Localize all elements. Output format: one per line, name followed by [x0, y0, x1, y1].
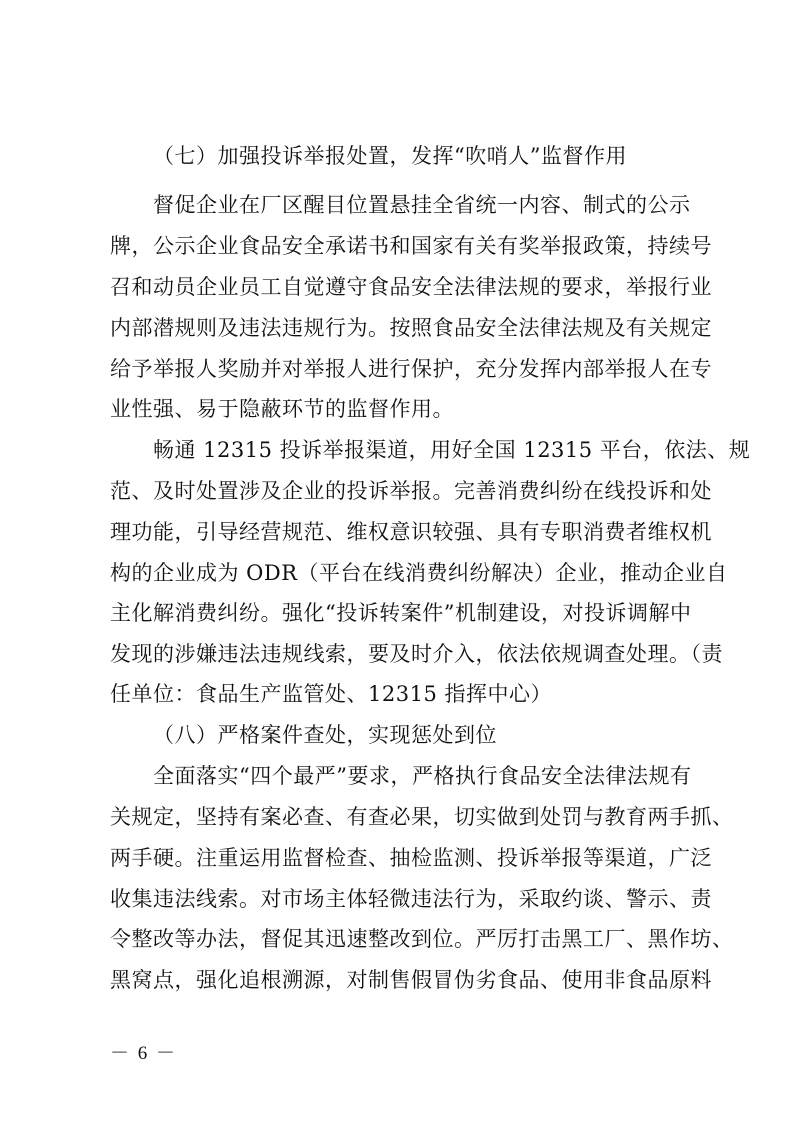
paragraph-line: 收集违法线索。对市场主体轻微违法行为，采取约谈、警示、责 [110, 887, 712, 911]
paragraph-line: 关规定，坚持有案必查、有查必果，切实做到处罚与教育两手抓、 [110, 805, 734, 829]
paragraph-line: 督促企业在厂区醒目位置悬挂全省统一内容、制式的公示 [153, 193, 691, 217]
paragraph-line: 召和动员企业员工自觉遵守食品安全法律法规的要求，举报行业 [110, 275, 712, 299]
paragraph-line: 业性强、易于隐蔽环节的监督作用。 [110, 397, 454, 421]
paragraph-line: 畅通 12315 投诉举报渠道，用好全国 12315 平台，依法、规 [153, 438, 751, 462]
paragraph-line: 令整改等办法，督促其迅速整改到位。严厉打击黑工厂、黑作坊、 [110, 927, 734, 951]
paragraph-line: 理功能，引导经营规范、维权意识较强、具有专职消费者维权机 [110, 520, 712, 544]
paragraph-line: 黑窝点，强化追根溯源，对制售假冒伪劣食品、使用非食品原料 [110, 968, 712, 992]
paragraph-line: 任单位：食品生产监管处、12315 指挥中心） [110, 682, 552, 706]
paragraph-line: 全面落实“四个最严”要求，严格执行食品安全法律法规有 [153, 764, 692, 788]
paragraph-line: 内部潜规则及违法违规行为。按照食品安全法律法规及有关规定 [110, 316, 712, 340]
paragraph-line: 范、及时处置涉及企业的投诉举报。完善消费纠纷在线投诉和处 [110, 479, 712, 503]
paragraph-line: 牌，公示企业食品安全承诺书和国家有关有奖举报政策，持续号 [110, 234, 712, 258]
section-7-heading: （七）加强投诉举报处置，发挥“吹哨人”监督作用 [153, 144, 627, 168]
paragraph-line: 主化解消费纠纷。强化“投诉转案件”机制建设，对投诉调解中 [110, 601, 692, 625]
paragraph-line: 发现的涉嫌违法违规线索，要及时介入，依法依规调查处理。（责 [110, 642, 723, 666]
page-number: － 6 － [110, 1043, 178, 1064]
section-8-heading: （八）严格案件查处，实现惩处到位 [153, 723, 497, 747]
paragraph-line: 给予举报人奖励并对举报人进行保护，充分发挥内部举报人在专 [110, 357, 712, 381]
paragraph-line: 两手硬。注重运用监督检查、抽检监测、投诉举报等渠道，广泛 [110, 846, 712, 870]
paragraph-line: 构的企业成为 ODR（平台在线消费纠纷解决）企业，推动企业自 [110, 561, 728, 585]
